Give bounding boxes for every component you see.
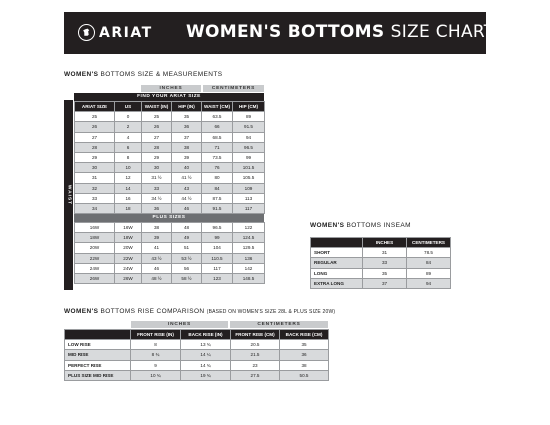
table-cell: 48: [172, 223, 202, 233]
table-cell: 18W: [115, 233, 142, 243]
table-row: [75, 193, 265, 203]
table-row: [75, 152, 265, 162]
table-cell: 96.5: [202, 223, 233, 233]
row-label-cell: PLUS SIZE MID RISE: [65, 370, 131, 380]
table-cell: 12: [115, 173, 142, 183]
table-cell: 89: [407, 268, 451, 278]
table-cell: 44 ½: [172, 193, 202, 203]
inseam-header-cell: [311, 238, 363, 248]
table-cell: 31: [75, 173, 115, 183]
table-cell: 96.5: [233, 142, 265, 152]
table-cell: 27.5: [231, 370, 280, 380]
inseam-header-cell: CENTIMETERS: [407, 238, 451, 248]
table-row: [75, 273, 265, 283]
table-cell: 8 ¾: [131, 350, 181, 360]
table-cell: 56: [172, 263, 202, 273]
table-cell: 26W: [115, 273, 142, 283]
table-cell: 99: [233, 152, 265, 162]
table-row: [75, 263, 265, 273]
size-header-cell: US: [115, 102, 142, 112]
table-cell: 40: [172, 163, 202, 173]
table-cell: 31: [363, 248, 407, 258]
table-row: [311, 278, 451, 288]
table-cell: 28: [75, 142, 115, 152]
table-cell: 99: [202, 233, 233, 243]
table-cell: 51: [172, 243, 202, 253]
table-row: [75, 243, 265, 253]
table-cell: 26: [75, 122, 115, 132]
table-row: [65, 340, 329, 350]
table-cell: 36: [172, 122, 202, 132]
row-label-cell: EXTRA LONG: [311, 278, 363, 288]
table-cell: 16W: [75, 223, 115, 233]
title-light: SIZE CHART: [390, 22, 495, 42]
table-cell: 25: [75, 112, 115, 122]
table-row: [311, 268, 451, 278]
table-cell: 39: [142, 233, 172, 243]
rise-header-cell: BACK RISE (CM): [280, 330, 329, 340]
table-cell: 30: [142, 163, 172, 173]
waist-side-label: [64, 100, 73, 290]
table-cell: 33: [142, 183, 172, 193]
table-cell: 80: [202, 173, 233, 183]
table-cell: 41 ½: [172, 173, 202, 183]
size-table: [74, 101, 265, 214]
table-cell: 35: [363, 268, 407, 278]
table-cell: 49: [172, 233, 202, 243]
table-cell: 18W: [75, 233, 115, 243]
table-cell: 13 ¾: [181, 340, 231, 350]
table-cell: 14 ¼: [181, 350, 231, 360]
table-cell: 76: [202, 163, 233, 173]
table-cell: 22W: [115, 253, 142, 263]
header-banner: [64, 12, 495, 54]
table-cell: 101.5: [233, 163, 265, 173]
row-label-cell: PERFECT RISE: [65, 360, 131, 370]
table-cell: 24W: [75, 263, 115, 273]
table-row: [75, 163, 265, 173]
table-cell: 34: [75, 203, 115, 213]
table-cell: 37: [363, 278, 407, 288]
table-row: [311, 248, 451, 258]
table-cell: 91.5: [233, 122, 265, 132]
horse-head-icon: [78, 24, 95, 41]
rise-header-cell: FRONT RISE (IN): [131, 330, 181, 340]
table-cell: 33: [363, 258, 407, 268]
table-cell: 26W: [75, 273, 115, 283]
table-cell: 20W: [115, 243, 142, 253]
table-cell: 30: [75, 163, 115, 173]
size-unit-cm: CENTIMETERS: [203, 85, 264, 92]
table-cell: 20W: [75, 243, 115, 253]
table-cell: 84: [202, 183, 233, 193]
row-label-cell: SHORT: [311, 248, 363, 258]
table-cell: 58 ½: [172, 273, 202, 283]
row-label-cell: REGULAR: [311, 258, 363, 268]
table-cell: 10 ¾: [131, 370, 181, 380]
table-cell: 66: [202, 122, 233, 132]
table-cell: 19 ¾: [181, 370, 231, 380]
table-cell: 104: [202, 243, 233, 253]
table-cell: 22W: [75, 253, 115, 263]
table-cell: 73.5: [202, 152, 233, 162]
size-header-cell: HIP (IN): [172, 102, 202, 112]
table-cell: 0: [115, 112, 142, 122]
table-cell: 129.5: [233, 243, 265, 253]
table-cell: 10: [115, 163, 142, 173]
title-bold: WOMEN'S BOTTOMS: [186, 22, 385, 42]
size-table-header-row: [75, 102, 265, 112]
table-cell: 53 ½: [172, 253, 202, 263]
rise-section-title-bold: WOMEN'S: [64, 308, 99, 315]
rise-header-cell: FRONT RISE (CM): [231, 330, 280, 340]
table-cell: 16W: [115, 223, 142, 233]
size-unit-inches: INCHES: [141, 85, 201, 92]
table-row: [75, 112, 265, 122]
table-cell: 20.5: [231, 340, 280, 350]
table-cell: 16: [115, 193, 142, 203]
table-cell: 109: [233, 183, 265, 193]
table-cell: 23: [231, 360, 280, 370]
table-cell: 43 ½: [142, 253, 172, 263]
table-cell: 31 ½: [142, 173, 172, 183]
table-cell: 35: [172, 112, 202, 122]
rise-header-cell: [65, 330, 131, 340]
table-cell: 21.5: [231, 350, 280, 360]
table-row: [311, 258, 451, 268]
rise-section-title-rest: BOTTOMS RISE COMPARISON: [100, 308, 205, 315]
table-cell: 35: [280, 340, 329, 350]
waist-side-text: WAIST: [66, 184, 71, 206]
row-label-cell: LOW RISE: [65, 340, 131, 350]
table-row: [75, 203, 265, 213]
table-row: [75, 183, 265, 193]
table-cell: 123: [202, 273, 233, 283]
rise-unit-cm: CENTIMETERS: [230, 321, 328, 328]
brand-name: ARIAT: [99, 24, 153, 41]
table-cell: 33: [75, 193, 115, 203]
table-cell: 87.5: [202, 193, 233, 203]
inseam-section-title: [310, 222, 411, 229]
table-cell: 24W: [115, 263, 142, 273]
table-cell: 36: [280, 350, 329, 360]
row-label-cell: LONG: [311, 268, 363, 278]
plus-size-table: [74, 222, 265, 284]
table-cell: 142: [233, 263, 265, 273]
table-cell: 43: [172, 183, 202, 193]
table-cell: 117: [202, 263, 233, 273]
table-cell: 25: [142, 112, 172, 122]
table-cell: 36: [142, 203, 172, 213]
page-title: [186, 22, 495, 42]
table-cell: 46: [172, 203, 202, 213]
table-cell: 26: [142, 122, 172, 132]
table-cell: 78.5: [407, 248, 451, 258]
table-cell: 117: [233, 203, 265, 213]
table-row: [75, 173, 265, 183]
table-cell: 14 ¾: [181, 360, 231, 370]
table-cell: 14: [115, 183, 142, 193]
size-section-title-bold: WOMEN'S: [64, 71, 99, 78]
table-cell: 29: [142, 152, 172, 162]
table-cell: 105.5: [233, 173, 265, 183]
table-row: [65, 360, 329, 370]
row-label-cell: MID RISE: [65, 350, 131, 360]
size-section-title-rest: BOTTOMS SIZE & MEASUREMENTS: [100, 71, 223, 78]
size-header-cell: HIP (CM): [233, 102, 265, 112]
table-row: [75, 122, 265, 132]
table-cell: 39: [172, 152, 202, 162]
size-header-cell: WAIST (IN): [142, 102, 172, 112]
size-header-cell: ARIAT SIZE: [75, 102, 115, 112]
table-cell: 46: [142, 263, 172, 273]
table-cell: 38: [172, 142, 202, 152]
table-cell: 94: [233, 132, 265, 142]
table-cell: 28: [142, 142, 172, 152]
table-cell: 4: [115, 132, 142, 142]
inseam-section-title-rest: BOTTOMS INSEAM: [346, 222, 411, 229]
table-cell: 18: [115, 203, 142, 213]
table-cell: 113: [233, 193, 265, 203]
table-row: [65, 370, 329, 380]
table-row: [75, 142, 265, 152]
rise-header-row: [65, 330, 329, 340]
table-cell: 110.5: [202, 253, 233, 263]
table-cell: 27: [142, 132, 172, 142]
table-cell: 6: [115, 142, 142, 152]
table-cell: 32: [75, 183, 115, 193]
table-cell: 29: [75, 152, 115, 162]
brand-logo: [78, 24, 153, 41]
table-cell: 136: [233, 253, 265, 263]
table-cell: 91.5: [202, 203, 233, 213]
table-cell: 37: [172, 132, 202, 142]
inseam-section-title-bold: WOMEN'S: [310, 222, 345, 229]
table-cell: 124.5: [233, 233, 265, 243]
table-cell: 8: [131, 340, 181, 350]
table-row: [75, 233, 265, 243]
rise-table: [64, 329, 329, 381]
plus-sizes-banner: PLUS SIZES: [74, 214, 264, 222]
table-cell: 34 ½: [142, 193, 172, 203]
table-cell: 122: [233, 223, 265, 233]
inseam-header-cell: INCHES: [363, 238, 407, 248]
table-cell: 94: [407, 278, 451, 288]
table-row: [75, 132, 265, 142]
table-row: [65, 350, 329, 360]
size-header-cell: WAIST (CM): [202, 102, 233, 112]
table-cell: 50.5: [280, 370, 329, 380]
table-cell: 71: [202, 142, 233, 152]
table-row: [75, 253, 265, 263]
table-cell: 68.5: [202, 132, 233, 142]
rise-header-cell: BACK RISE (IN): [181, 330, 231, 340]
table-cell: 84: [407, 258, 451, 268]
table-cell: 38: [280, 360, 329, 370]
inseam-table: [310, 237, 451, 289]
table-cell: 8: [115, 152, 142, 162]
table-cell: 27: [75, 132, 115, 142]
table-cell: 9: [131, 360, 181, 370]
table-cell: 2: [115, 122, 142, 132]
table-cell: 41: [142, 243, 172, 253]
table-cell: 38: [142, 223, 172, 233]
inseam-header-row: [311, 238, 451, 248]
find-size-banner: FIND YOUR ARIAT SIZE: [74, 93, 264, 101]
table-cell: 63.5: [202, 112, 233, 122]
rise-section-title: [64, 308, 335, 315]
table-cell: 148.5: [233, 273, 265, 283]
table-row: [75, 223, 265, 233]
rise-unit-inches: INCHES: [131, 321, 228, 328]
size-section-title: [64, 71, 222, 78]
rise-section-subtitle: (BASED ON WOMEN'S SIZE 28L & PLUS SIZE 20W): [206, 309, 336, 315]
table-cell: 89: [233, 112, 265, 122]
table-cell: 48 ½: [142, 273, 172, 283]
